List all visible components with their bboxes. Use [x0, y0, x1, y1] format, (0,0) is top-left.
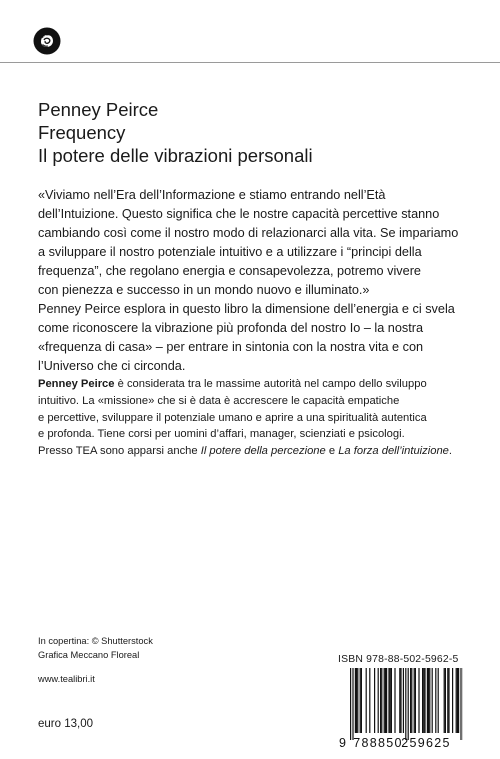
header-divider: [0, 62, 500, 63]
barcode-bar: [438, 668, 439, 733]
barcode-bar: [414, 668, 415, 733]
bio-line: e profonda. Tiene corsi per uomini d’affari, manager, scienziati e psicologi.: [38, 428, 405, 441]
publisher-logo: [33, 27, 61, 55]
blurb-line: «Viviamo nell’Era dell’Informazione e stiamo entrando nell’Età: [38, 188, 386, 202]
barcode-bar: [400, 668, 401, 733]
blurb-line: come riconoscere la vibrazione più profonda del nostro Io – la nostra: [38, 321, 424, 335]
book-reference: Il potere della percezione: [200, 445, 326, 458]
blurb: [38, 186, 478, 376]
barcode-bar: [418, 668, 419, 733]
blurb-line: dell’Intuizione. Questo significa che le nostre capacità percettive stanno: [38, 207, 440, 221]
bio-text: e: [325, 445, 339, 458]
bio-line: [38, 443, 478, 460]
isbn-label: ISBN 978-88-502-5962-5: [338, 654, 459, 665]
barcode-digits-right: 259625: [401, 736, 451, 749]
barcode-digits-left: 788850: [353, 736, 403, 749]
barcode-bar: [415, 668, 416, 733]
barcode-bar: [355, 668, 356, 733]
barcode-bar: [429, 668, 430, 733]
blurb-line: cambiando così come il nostro modo di relazionarci alla vita. Se impariamo: [38, 226, 459, 240]
barcode-bar: [366, 668, 367, 733]
barcode-bar: [428, 668, 429, 733]
barcode-bar: [445, 668, 446, 733]
barcode-bar: [403, 668, 404, 733]
barcode-bar: [390, 668, 391, 733]
barcode-bar: [424, 668, 425, 733]
barcode-digit: 9: [339, 736, 346, 749]
cover-credits: [38, 634, 153, 662]
barcode-bar: [369, 668, 370, 733]
barcode-bar: [423, 668, 424, 733]
barcode-bar: [410, 668, 411, 733]
blurb-line: Penney Peirce esplora in questo libro la dimensione dell’energia e ci svela: [38, 302, 455, 316]
blurb-line: frequenza”, che regolano energia e consapevolezza, potremo vivere: [38, 264, 421, 278]
barcode-bar: [444, 668, 445, 733]
bio-text: Presso TEA sono apparsi anche: [38, 445, 201, 458]
barcode-bar: [427, 668, 428, 733]
barcode-bars: [350, 668, 463, 740]
book-subtitle: Il potere delle vibrazioni personali: [38, 145, 313, 166]
barcode-bar: [405, 668, 406, 740]
barcode-bar: [456, 668, 457, 733]
barcode-bar: [352, 668, 353, 740]
barcode-bar: [432, 668, 433, 733]
barcode-bar: [399, 668, 400, 733]
barcode-bar: [384, 668, 385, 733]
barcode-bar: [388, 668, 389, 733]
isbn-barcode: [338, 667, 463, 749]
price: euro 13,00: [38, 718, 93, 730]
barcode-bar: [361, 668, 362, 733]
bio-author-name: Penney Peirce: [38, 378, 115, 390]
design-credit: Grafica Meccano Floreal: [38, 650, 140, 660]
barcode-bar: [380, 668, 381, 733]
author-name: Penney Peirce: [38, 99, 159, 120]
barcode-bar: [408, 668, 409, 740]
barcode-bar: [457, 668, 458, 733]
barcode-bar: [452, 668, 453, 733]
barcode-bar: [411, 668, 412, 733]
book-reference: La forza dell’intuizione: [338, 445, 449, 458]
title-block: [38, 98, 313, 167]
barcode-bar: [374, 668, 375, 733]
barcode-bar: [356, 668, 357, 733]
barcode-bar: [435, 668, 436, 733]
bio-text: è considerata tra le massime autorità nel campo dello sviluppo: [114, 378, 427, 390]
barcode-bar: [381, 668, 382, 733]
bio-text: .: [448, 445, 453, 458]
bio-line: [38, 376, 478, 393]
bio-line: e percettive, sviluppare il potenziale umano e aprire a una spiritualità autentica: [38, 411, 427, 424]
bio-line: intuitivo. La «missione» che si è data è accrescere le capacità empatiche: [38, 394, 400, 407]
publisher-website[interactable]: www.tealibri.it: [38, 674, 95, 684]
blurb-line: a sviluppare il nostro potenziale intuitivo e a utilizzare i “principi della: [38, 245, 422, 259]
barcode-bar: [378, 668, 379, 733]
barcode-bar: [350, 668, 351, 740]
barcode-bar: [357, 668, 358, 733]
barcode-bar: [447, 668, 448, 733]
barcode-bar: [448, 668, 449, 733]
barcode-bar: [422, 668, 423, 733]
barcode-bar: [394, 668, 395, 733]
book-title: Frequency: [38, 122, 126, 143]
rose-icon: [33, 27, 61, 55]
blurb-line: l’Universo che ci circonda.: [38, 359, 186, 373]
barcode-bar: [386, 668, 387, 733]
barcode-bar: [460, 668, 461, 740]
barcode-bar: [458, 668, 459, 733]
barcode-bar: [391, 668, 392, 733]
blurb-line: «frequenza di casa» – per entrare in sintonia con la nostra vita e con: [38, 340, 424, 354]
blurb-line: con pienezza e successo in un mondo nuovo e illuminato.»: [38, 283, 370, 297]
author-bio: [38, 376, 478, 460]
barcode-bar: [360, 668, 361, 733]
barcode-bar: [385, 668, 386, 733]
cover-credit: In copertina: © Shutterstock: [38, 636, 153, 646]
